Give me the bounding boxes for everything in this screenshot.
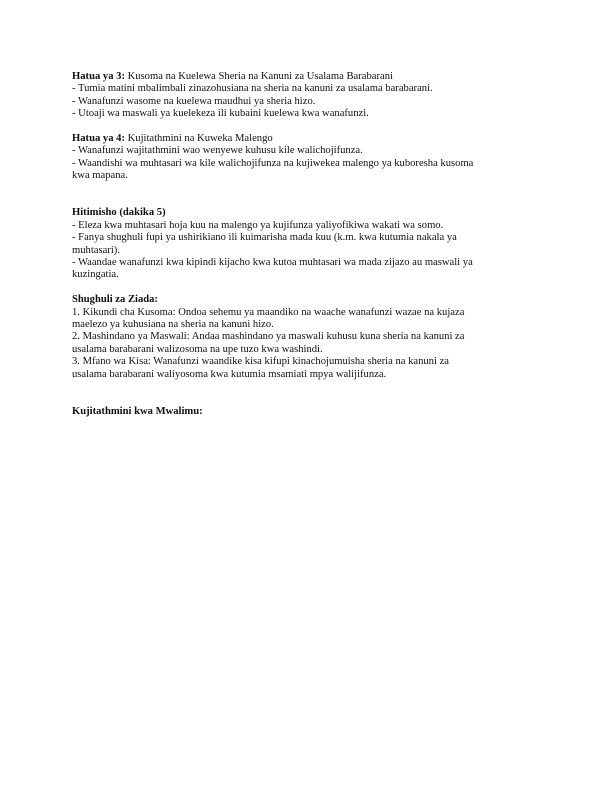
step3-title: Kusoma na Kuelewa Sheria na Kanuni za Usalama Barabarani [124,71,393,82]
extra-activity-item: 1. Kikundi cha Kusoma: Ondoa sehemu ya maandiko na waache wanafunzi wazae na kujaza [72,306,465,318]
conclusion-section [72,207,540,281]
conclusion-item: muhtasari). [72,244,120,256]
step3-label: Hatua ya 3: [72,71,125,82]
step4-section [72,133,540,183]
step4-item: - Waandishi wa muhtasari wa kile walichojifunza na kujiwekea malengo ya kuboresha kusoma [72,157,474,169]
spacer [72,381,540,406]
step3-section [72,71,540,121]
step4-item: kwa mapana. [72,170,128,182]
step3-item: - Wanafunzi wasome na kuelewa maudhui ya sheria hizo. [72,95,316,107]
step4-heading-line [72,133,540,145]
conclusion-heading: Hitimisho (dakika 5) [72,207,166,219]
extra-activities-heading: Shughuli za Ziada: [72,294,158,306]
extra-activity-item: maelezo ya kuhusiana na sheria na kanuni hizo. [72,319,274,331]
step3-item: - Tumia matini mbalimbali zinazohusiana na sheria na kanuni za usalama barabarani. [72,83,433,95]
spacer [72,183,540,208]
conclusion-item: - Waandae wanafunzi kwa kipindi kijacho kwa kutoa muhtasari wa mada zijazo au maswali ya [72,257,473,269]
step3-heading-line [72,71,540,83]
spacer [72,282,540,294]
step4-title: Kujitathmini na Kuweka Malengo [124,133,273,145]
extra-activity-item: 3. Mfano wa Kisa: Wanafunzi waandike kisa kifupi kinachojumuisha sheria na kanuni za [72,356,449,368]
spacer [72,121,540,133]
step4-label: Hatua ya 4: [72,133,125,145]
teacher-evaluation-section [72,406,540,418]
step3-item: - Utoaji wa maswali ya kuelekeza ili kubaini kuelewa kwa wanafunzi. [72,108,369,120]
extra-activity-item: usalama barabarani walizosoma na upe tuzo kwa washindi. [72,343,323,355]
conclusion-item: kuzingatia. [72,269,119,281]
extra-activity-item: 2. Mashindano ya Maswali: Andaa mashindano ya maswali kuhusu kuna sheria na kanuni za [72,331,465,343]
document-body [72,71,540,418]
conclusion-item: - Fanya shughuli fupi ya ushirikiano ili kuimarisha mada kuu (k.m. kwa kutumia nakala ya [72,232,457,244]
step4-item: - Wanafunzi wajitathmini wao wenyewe kuhusu kile walichojifunza. [72,145,363,157]
extra-activities-section [72,294,540,381]
extra-activity-item: usalama barabarani waliyosoma kwa kutumia msamiati mpya walijifunza. [72,368,387,380]
conclusion-item: - Eleza kwa muhtasari hoja kuu na malengo ya kujifunza yaliyofikiwa wakati wa somo. [72,219,444,231]
teacher-evaluation-heading: Kujitathmini kwa Mwalimu: [72,405,203,417]
